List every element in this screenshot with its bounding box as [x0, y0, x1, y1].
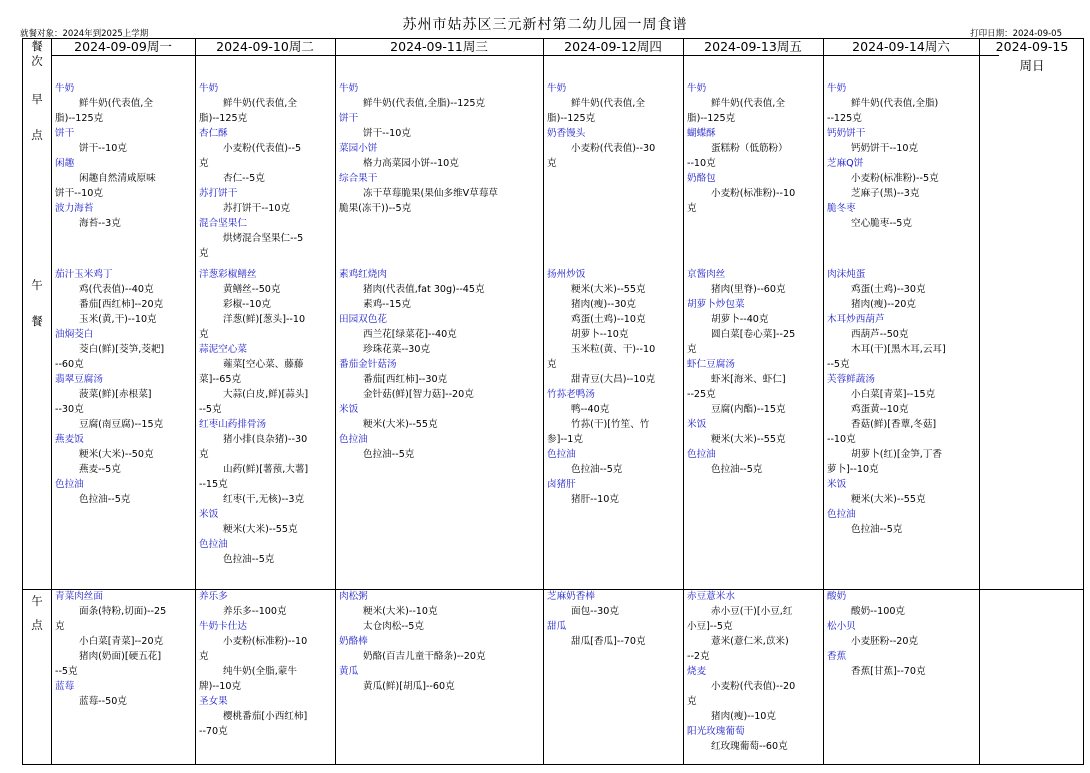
ingredient: 大蒜(白皮,鲜)[蒜头]	[223, 389, 309, 400]
ingredient: 胡萝卜--40克	[711, 314, 769, 325]
ingredient: 色拉油--5克	[223, 554, 275, 565]
label-char: 早	[31, 92, 43, 106]
dish-name: 芝麻奶香棒	[547, 591, 595, 602]
ingredient: 彩椒--10克	[223, 299, 271, 310]
ingredient: 虾米[海米、虾仁]	[711, 374, 786, 385]
dish-name: 菜园小饼	[339, 143, 378, 154]
breakfast-cell-fri	[683, 81, 823, 216]
dish-name: 素鸡红烧肉	[339, 269, 387, 280]
ingredient: 冻干草莓脆果(果仙多维V草莓草	[363, 188, 499, 199]
lunch-label	[23, 267, 51, 339]
ingredient: 猪肉(里脊)--60克	[711, 284, 786, 295]
ingredient-continued: --10克	[687, 158, 716, 169]
ingredient: 茭白(鲜)[茭笋,茭耙]	[79, 344, 165, 355]
dish-name: 芝麻Q饼	[827, 158, 864, 169]
dish-name: 松小贝	[827, 621, 856, 632]
dish-name: 蒜泥空心菜	[199, 344, 247, 355]
ingredient: 猪肉(瘦)--30克	[571, 299, 636, 310]
ingredient: 鲜牛奶(代表值,全	[711, 98, 785, 109]
dish-name: 木耳炒西葫芦	[827, 314, 885, 325]
breakfast-cell-tue	[195, 81, 335, 261]
dish-name: 色拉油	[339, 434, 368, 445]
ingredient: 小白菜[青菜]--20克	[79, 636, 164, 647]
ingredient: 黄鳝丝--50克	[223, 284, 281, 295]
print-date: 打印日期：2024-09-05	[970, 29, 1062, 39]
ingredient: 小麦粉(代表值)--30	[571, 143, 656, 154]
ingredient: 粳米(大米)--55克	[711, 434, 786, 445]
breakfast-cell-sat	[823, 81, 979, 231]
ingredient: 鸡蛋(土鸡)--10克	[571, 314, 646, 325]
dish-name: 牛奶卡仕达	[199, 621, 247, 632]
snack-cell-wed	[335, 589, 543, 694]
day-header-sat: 2024-09-14周六	[852, 39, 950, 54]
meal-column-header	[23, 39, 51, 69]
ingredient-continued: --5克	[199, 404, 222, 415]
snack-cell-thu	[543, 589, 683, 649]
ingredient: 奶酪(百吉儿童干酪条)--20克	[363, 651, 486, 662]
ingredient: 鲜牛奶(代表值,全脂)	[851, 98, 939, 109]
ingredient-continued: 小豆]--5克	[687, 621, 733, 632]
ingredient-continued: 克	[55, 621, 65, 632]
dish-name: 洋葱彩椒鳝丝	[199, 269, 257, 280]
sun-weekday: 周日	[1019, 58, 1045, 73]
ingredient: 猪肝--10克	[571, 494, 619, 505]
ingredient-continued: --60克	[55, 359, 84, 370]
ingredient: 闲趣自然清咸原味	[79, 173, 156, 184]
ingredient: 红枣(干,无核)--3克	[223, 494, 305, 505]
ingredient-continued: 克	[547, 158, 557, 169]
dish-name: 翡翠豆腐汤	[55, 374, 103, 385]
dish-name: 米饭	[339, 404, 359, 415]
ingredient-continued: 克	[199, 158, 209, 169]
ingredient: 杏仁--5克	[223, 173, 265, 184]
label-char: 次	[31, 54, 43, 68]
dish-name: 牛奶	[547, 83, 567, 94]
ingredient: 酸奶--100克	[851, 606, 906, 617]
ingredient: 芝麻子(黑)--3克	[851, 188, 920, 199]
dish-name: 奶酪包	[687, 173, 716, 184]
dish-name: 田园双色花	[339, 314, 387, 325]
ingredient-continued: --25克	[687, 389, 716, 400]
ingredient: 鸭--40克	[571, 404, 610, 415]
dish-name: 色拉油	[687, 449, 716, 460]
ingredient-continued: 脆果(冻干))--5克	[339, 203, 412, 214]
ingredient: 西兰花[绿菜花]--40克	[363, 329, 457, 340]
day-header-tue: 2024-09-10周二	[216, 39, 314, 54]
ingredient-continued: 脂)--125克	[199, 113, 248, 124]
label-char: 午	[31, 594, 43, 608]
ingredient: 饼干--10克	[79, 143, 127, 154]
dish-name: 蝴蝶酥	[687, 128, 716, 139]
ingredient: 猪肉(瘦)--10克	[711, 711, 776, 722]
ingredient: 粳米(大米)--10克	[363, 606, 438, 617]
ingredient: 胡萝卜(红)[金笋,丁香	[851, 449, 943, 460]
dish-name: 色拉油	[827, 509, 856, 520]
dish-name: 钙奶饼干	[827, 128, 866, 139]
ingredient: 赤小豆(干)[小豆,红	[711, 606, 793, 617]
snack-label	[23, 589, 51, 637]
dish-name: 米饭	[827, 479, 847, 490]
dish-name: 脆冬枣	[827, 203, 856, 214]
label-char: 餐	[31, 39, 43, 53]
dish-name: 米饭	[687, 419, 707, 430]
ingredient: 珍珠花菜--30克	[363, 344, 431, 355]
ingredient: 纯牛奶(全脂,蒙牛	[223, 666, 297, 677]
ingredient: 玉米粒(黄、干)--10	[571, 344, 656, 355]
ingredient-continued: 克	[199, 329, 209, 340]
ingredient: 色拉油--5克	[851, 524, 903, 535]
dish-name: 杏仁酥	[199, 128, 228, 139]
ingredient-continued: 牌)--10克	[199, 681, 242, 692]
ingredient: 小麦粉(标准粉)--10	[711, 188, 796, 199]
ingredient-continued: 克	[199, 248, 209, 259]
ingredient: 鸡蛋(土鸡)--30克	[851, 284, 926, 295]
ingredient-continued: 菜]--65克	[199, 374, 242, 385]
ingredient: 小麦粉(标准粉)--10	[223, 636, 308, 647]
ingredient: 香蕉[甘蕉]--70克	[851, 666, 926, 677]
ingredient: 猪小排(良杂猪)--30	[223, 434, 308, 445]
ingredient-continued: --125克	[827, 113, 862, 124]
dish-name: 香蕉	[827, 651, 847, 662]
dish-name: 养乐多	[199, 591, 228, 602]
ingredient: 苏打饼干--10克	[223, 203, 291, 214]
label-char: 点	[31, 618, 43, 632]
ingredient: 洋葱(鲜)[葱头]--10	[223, 314, 306, 325]
ingredient: 樱桃番茄[小西红柿]	[223, 711, 308, 722]
ingredient: 鲜牛奶(代表值,全	[223, 98, 297, 109]
ingredient: 金针菇(鲜)[智力菇]--20克	[363, 389, 474, 400]
ingredient-continued: 克	[547, 359, 557, 370]
ingredient: 粳米(大米)--50克	[79, 449, 154, 460]
ingredient: 小麦粉(标准粉)--5克	[851, 173, 939, 184]
dish-name: 圣女果	[199, 696, 228, 707]
lunch-cell-fri	[683, 267, 823, 477]
dish-name: 扬州炒饭	[547, 269, 586, 280]
ingredient: 豆腐(内酯)--15克	[711, 404, 786, 415]
ingredient: 烘烤混合坚果仁--5	[223, 233, 304, 244]
ingredient: 粳米(大米)--55克	[571, 284, 646, 295]
dish-name: 黄瓜	[339, 666, 359, 677]
ingredient: 海苔--3克	[79, 218, 121, 229]
ingredient: 猪肉(瘦)--20克	[851, 299, 916, 310]
day-header-fri: 2024-09-13周五	[704, 39, 802, 54]
ingredient: 香菇(鲜)[香蕈,冬菇]	[851, 419, 937, 430]
dish-name: 苏打饼干	[199, 188, 238, 199]
dish-name: 烧麦	[687, 666, 707, 677]
dish-name: 番茄金针菇汤	[339, 359, 397, 370]
ingredient: 蕹菜[空心菜、藤藤	[223, 359, 304, 370]
ingredient-continued: --15克	[199, 479, 228, 490]
dish-name: 色拉油	[199, 539, 228, 550]
ingredient: 粳米(大米)--55克	[363, 419, 438, 430]
ingredient: 菠菜(鲜)[赤根菜]	[79, 389, 152, 400]
ingredient-continued: --30克	[55, 404, 84, 415]
breakfast-cell-wed	[335, 81, 543, 216]
breakfast-cell-mon	[51, 81, 195, 231]
dish-name: 赤豆薏米水	[687, 591, 735, 602]
dish-name: 虾仁豆腐汤	[687, 359, 735, 370]
ingredient: 薏米(薏仁米,苡米)	[711, 636, 789, 647]
ingredient-continued: --70克	[199, 726, 228, 737]
ingredient: 西葫芦--50克	[851, 329, 909, 340]
ingredient: 红玫瑰葡萄--60克	[711, 741, 788, 752]
ingredient: 鸡蛋黄--10克	[851, 404, 909, 415]
ingredient-continued: --5克	[55, 666, 78, 677]
ingredient: 木耳(干)[黑木耳,云耳]	[851, 344, 946, 355]
lunch-cell-wed	[335, 267, 543, 462]
dish-name: 米饭	[199, 509, 219, 520]
dish-name: 色拉油	[547, 449, 576, 460]
ingredient-continued: 萝卜]--10克	[827, 464, 879, 475]
ingredient: 胡萝卜--10克	[571, 329, 629, 340]
dish-name: 芙蓉鲜蔬汤	[827, 374, 875, 385]
dish-name: 肉沫炖蛋	[827, 269, 866, 280]
ingredient: 粳米(大米)--55克	[851, 494, 926, 505]
ingredient: 空心脆枣--5克	[851, 218, 912, 229]
dish-name: 牛奶	[687, 83, 707, 94]
ingredient-continued: --5克	[827, 359, 850, 370]
ingredient-continued: 克	[199, 449, 209, 460]
ingredient-continued: 脂)--125克	[547, 113, 596, 124]
ingredient: 钙奶饼干--10克	[851, 143, 919, 154]
dish-name: 肉松粥	[339, 591, 368, 602]
ingredient: 鲜牛奶(代表值,全	[79, 98, 153, 109]
dish-name: 色拉油	[55, 479, 84, 490]
dish-name: 波力海苔	[55, 203, 94, 214]
ingredient-continued: 脂)--125克	[55, 113, 104, 124]
dish-name: 红枣山药排骨汤	[199, 419, 267, 430]
breakfast-cell-thu	[543, 81, 683, 171]
day-header-mon: 2024-09-09周一	[74, 39, 172, 54]
dish-name: 甜瓜	[547, 621, 567, 632]
dish-name: 竹荪老鸭汤	[547, 389, 595, 400]
ingredient: 素鸡--15克	[363, 299, 411, 310]
dish-name: 牛奶	[199, 83, 219, 94]
ingredient-continued: --2克	[687, 651, 710, 662]
ingredient-continued: 脂)--125克	[687, 113, 736, 124]
lunch-cell-sat	[823, 267, 979, 537]
dish-name: 饼干	[339, 113, 359, 124]
ingredient: 燕麦--5克	[79, 464, 121, 475]
dish-name: 酸奶	[827, 591, 847, 602]
ingredient: 小白菜[青菜]--15克	[851, 389, 936, 400]
ingredient: 竹荪(干)[竹笙、竹	[571, 419, 650, 430]
ingredient: 甜瓜[香瓜]--70克	[571, 636, 646, 647]
ingredient: 山药(鲜)[薯蓣,大薯]	[223, 464, 309, 475]
dish-name: 奶香馒头	[547, 128, 586, 139]
ingredient: 饼干--10克	[363, 128, 411, 139]
snack-cell-tue	[195, 589, 335, 739]
ingredient: 猪肉(奶面)[硬五花]	[79, 651, 162, 662]
dish-name: 胡萝卜炒包菜	[687, 299, 745, 310]
dish-name: 综合果干	[339, 173, 378, 184]
dish-name: 燕麦饭	[55, 434, 84, 445]
ingredient: 猪肉(代表值,fat 30g)--45克	[363, 284, 485, 295]
day-header-sun	[979, 39, 1085, 73]
dish-name: 阳光玫瑰葡萄	[687, 726, 745, 737]
day-header-thu: 2024-09-12周四	[564, 39, 662, 54]
dish-name: 京酱肉丝	[687, 269, 726, 280]
lunch-cell-thu	[543, 267, 683, 507]
lunch-cell-tue	[195, 267, 335, 567]
ingredient: 色拉油--5克	[363, 449, 415, 460]
ingredient: 蛋糕粉（低筋粉）	[711, 143, 788, 154]
ingredient: 鸡(代表值)--40克	[79, 284, 154, 295]
ingredient: 豆腐(南豆腐)--15克	[79, 419, 164, 430]
ingredient: 太仓肉松--5克	[363, 621, 424, 632]
ingredient: 养乐多--100克	[223, 606, 287, 617]
label-char: 午	[31, 278, 43, 292]
ingredient: 面包--30克	[571, 606, 619, 617]
ingredient: 玉米(黄,干)--10克	[79, 314, 157, 325]
label-char: 点	[31, 128, 43, 142]
ingredient: 圆白菜[卷心菜]--25	[711, 329, 796, 340]
ingredient: 小麦胚粉--20克	[851, 636, 919, 647]
dish-name: 牛奶	[55, 83, 75, 94]
snack-cell-mon	[51, 589, 195, 709]
ingredient-continued: 克	[687, 203, 697, 214]
target-audience: 就餐对象：2024年到2025上学期	[20, 29, 149, 39]
ingredient: 小麦粉(代表值)--5	[223, 143, 302, 154]
ingredient-continued: 饼干--10克	[55, 188, 103, 199]
ingredient: 番茄[西红柿]--20克	[79, 299, 164, 310]
ingredient: 蓝莓--50克	[79, 696, 127, 707]
table-divider	[51, 55, 999, 56]
ingredient-continued: 克	[687, 344, 697, 355]
lunch-cell-mon	[51, 267, 195, 507]
ingredient-continued: --10克	[827, 434, 856, 445]
breakfast-label	[23, 81, 51, 153]
dish-name: 奶酪棒	[339, 636, 368, 647]
dish-name: 蓝莓	[55, 681, 75, 692]
sun-date: 2024-09-15	[995, 39, 1069, 54]
snack-cell-sat	[823, 589, 979, 679]
label-char: 餐	[31, 314, 43, 328]
dish-name: 饼干	[55, 128, 75, 139]
ingredient: 黄瓜(鲜)[胡瓜]--60克	[363, 681, 455, 692]
ingredient: 面条(特粉,切面)--25	[79, 606, 167, 617]
page-title: 苏州市姑苏区三元新村第二幼儿园一周食谱	[402, 17, 688, 33]
ingredient: 甜青豆(大昌)--10克	[571, 374, 656, 385]
ingredient: 色拉油--5克	[711, 464, 763, 475]
ingredient: 小麦粉(代表值)--20	[711, 681, 796, 692]
ingredient: 鲜牛奶(代表值,全脂)--125克	[363, 98, 486, 109]
dish-name: 闲趣	[55, 158, 75, 169]
ingredient: 色拉油--5克	[571, 464, 623, 475]
dish-name: 青菜肉丝面	[55, 591, 103, 602]
ingredient: 格力高菜园小饼--10克	[363, 158, 459, 169]
dish-name: 混合坚果仁	[199, 218, 247, 229]
day-header-wed: 2024-09-11周三	[390, 39, 488, 54]
dish-name: 油焖茭白	[55, 329, 94, 340]
dish-name: 牛奶	[827, 83, 847, 94]
ingredient: 番茄[西红柿]--30克	[363, 374, 448, 385]
table-divider	[979, 39, 980, 764]
dish-name: 卤猪肝	[547, 479, 576, 490]
ingredient: 鲜牛奶(代表值,全	[571, 98, 645, 109]
menu-table	[22, 38, 1084, 765]
snack-cell-fri	[683, 589, 823, 754]
ingredient-continued: 克	[199, 651, 209, 662]
ingredient-continued: 克	[687, 696, 697, 707]
ingredient: 粳米(大米)--55克	[223, 524, 298, 535]
ingredient: 色拉油--5克	[79, 494, 131, 505]
dish-name: 牛奶	[339, 83, 359, 94]
dish-name: 茄汁玉米鸡丁	[55, 269, 113, 280]
ingredient-continued: 参]--1克	[547, 434, 583, 445]
